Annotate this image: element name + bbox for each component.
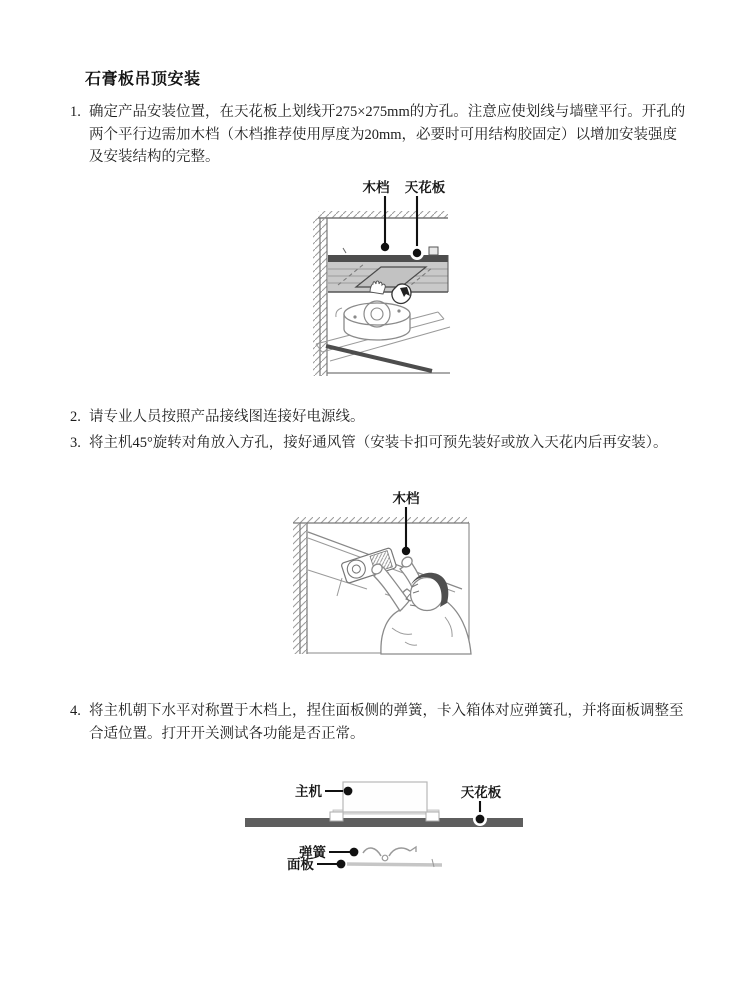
- label-wood-batten: 木档: [362, 180, 390, 195]
- label-panel: 面板: [287, 857, 314, 872]
- step-text: 确定产品安装位置，在天花板上划线开275×275mm的方孔。注意应使划线与墙壁平行。开孔的两个平行边需加木档（木档推荐使用厚度为20mm，必要时可用结构胶固定）以增加安装强度及安装结构的完整。: [89, 104, 686, 165]
- step-item-1: [70, 101, 698, 169]
- foot: [330, 812, 343, 821]
- step-item-3: [70, 432, 698, 455]
- label-main-unit: 主机: [295, 784, 322, 799]
- foot: [426, 812, 439, 821]
- leader-dot: [344, 787, 353, 796]
- step-text: 请专业人员按照产品接线图连接好电源线。: [89, 409, 365, 425]
- step-number: 4.: [70, 703, 81, 719]
- figure-final-assembly: [230, 763, 550, 881]
- plank-edge: [326, 346, 432, 371]
- panel-line: [347, 859, 442, 867]
- leader-dot: [350, 848, 359, 857]
- figure-cutout-cross-section: [280, 172, 530, 404]
- fan-unit: [316, 301, 450, 371]
- label-ceiling: 天花板: [460, 785, 502, 800]
- leader-dot: [413, 249, 421, 257]
- step-item-2: [70, 406, 698, 429]
- label-spring: 弹簧: [299, 845, 326, 860]
- leader-dot: [402, 547, 410, 555]
- figure-insert-unit: [285, 482, 485, 662]
- step-text: 将主机朝下水平对称置于木档上，捏住面板侧的弹簧，卡入箱体对应弹簧孔，并将面板调整至合适位置。打开开关测试各功能是否正常。: [89, 703, 684, 742]
- step-item-4: [70, 700, 698, 745]
- step-text: 将主机45°旋转对角放入方孔，接好通风管（安装卡扣可预先装好或放入天花内后再安装）。: [89, 435, 668, 451]
- step-number: 2.: [70, 409, 81, 425]
- step-number: 3.: [70, 435, 81, 451]
- page-title: 石膏板吊顶安装: [85, 71, 201, 88]
- spring-drawing: [363, 847, 416, 861]
- installer-person: [370, 555, 471, 654]
- ceiling-section: [328, 247, 448, 303]
- step-number: 1.: [70, 104, 81, 120]
- batten-clip: [429, 247, 438, 255]
- leader-dot: [337, 860, 346, 869]
- leader-dot: [381, 243, 389, 251]
- leader-dot: [476, 815, 485, 824]
- label-wood-batten: 木档: [392, 491, 420, 506]
- label-ceiling: 天花板: [404, 180, 446, 195]
